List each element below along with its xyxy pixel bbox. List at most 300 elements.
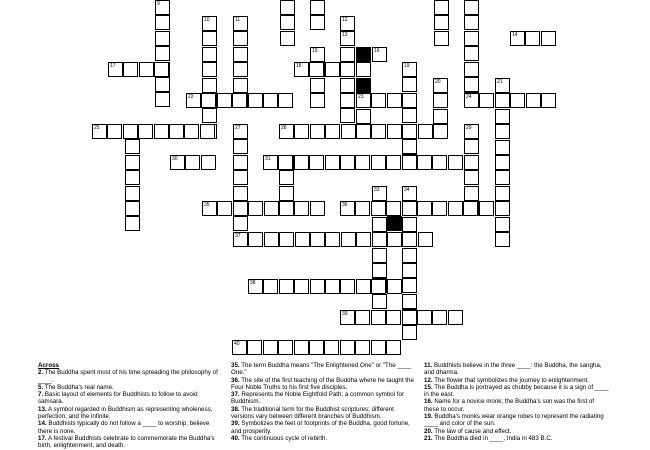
grid-cell[interactable] <box>402 124 417 139</box>
grid-cell[interactable] <box>356 78 371 93</box>
grid-cell[interactable] <box>201 155 216 170</box>
grid-cell[interactable] <box>356 124 371 139</box>
grid-cell[interactable] <box>510 93 525 108</box>
grid-cell[interactable] <box>325 124 340 139</box>
clue-number: 17. <box>38 434 47 442</box>
grid-cell[interactable] <box>279 279 294 294</box>
clue-number-label: 39 <box>342 311 348 317</box>
grid-cell[interactable] <box>402 62 417 77</box>
grid-cell[interactable] <box>479 93 494 108</box>
grid-cell[interactable] <box>248 201 263 216</box>
grid-cell[interactable] <box>340 62 355 77</box>
grid-cell[interactable] <box>464 0 479 15</box>
grid-cell[interactable] <box>278 155 293 170</box>
grid-cell[interactable] <box>356 109 371 124</box>
clue-number: 35. <box>231 362 240 369</box>
grid-cell[interactable] <box>169 124 184 139</box>
grid-cell[interactable] <box>464 170 479 185</box>
grid-cell[interactable] <box>340 16 355 31</box>
grid-cell[interactable] <box>233 62 248 77</box>
grid-cell[interactable] <box>278 93 293 108</box>
clue-column-2 <box>231 362 416 442</box>
clue-number-label: 13 <box>342 32 348 39</box>
grid-cell[interactable] <box>356 279 371 294</box>
grid-cell[interactable] <box>495 93 510 108</box>
clue-number: 5. <box>38 383 44 391</box>
grid-cell[interactable] <box>155 15 170 30</box>
grid-cell[interactable] <box>417 201 432 216</box>
grid-cell[interactable] <box>495 109 510 124</box>
grid-cell[interactable] <box>417 310 432 325</box>
grid-cell[interactable] <box>387 232 402 247</box>
clue-number-label: 20 <box>435 79 441 85</box>
clue-column-3 <box>424 362 609 442</box>
grid-cell[interactable] <box>279 124 294 139</box>
grid-cell[interactable] <box>355 310 370 325</box>
clue-text: The term Buddha means "The Enlightened One" or "The ____ One." <box>231 362 412 377</box>
clue-number-label: 34 <box>404 187 410 193</box>
grid-cell[interactable] <box>371 93 386 108</box>
grid-cell[interactable] <box>464 124 479 139</box>
grid-cell[interactable] <box>355 340 370 355</box>
clue-number: 39. <box>231 420 240 428</box>
clue-number-label: 36 <box>342 202 348 208</box>
grid-cell[interactable] <box>372 47 387 62</box>
grid-cell[interactable] <box>434 31 449 46</box>
grid-cell[interactable] <box>340 155 355 170</box>
grid-cell[interactable] <box>233 139 248 154</box>
grid-cell[interactable] <box>355 155 370 170</box>
grid-cell[interactable] <box>356 62 371 77</box>
clue-number-label: 33 <box>374 187 380 193</box>
clue-list <box>38 362 648 450</box>
clue-number: 40. <box>231 434 240 442</box>
grid-cell[interactable] <box>325 155 340 170</box>
clue-text: Buddhists typically do not follow a ____ to worship; believe there is none. <box>38 420 210 435</box>
grid-cell[interactable] <box>294 62 309 77</box>
grid-cell[interactable] <box>155 31 170 46</box>
grid-cell[interactable] <box>186 93 201 108</box>
across-heading: Across <box>38 362 59 369</box>
clue-text: The Buddha is portrayed as chubby because it is a sign of ____ in the east. <box>424 383 609 399</box>
grid-cell[interactable] <box>310 47 325 62</box>
clue-number: 20. <box>424 427 433 435</box>
grid-cell[interactable] <box>495 155 510 170</box>
clue-number-label: 18 <box>296 63 302 69</box>
grid-cell[interactable] <box>464 46 479 61</box>
grid-cell[interactable] <box>402 263 417 278</box>
grid-cell[interactable] <box>325 62 340 77</box>
grid-cell[interactable] <box>541 31 556 46</box>
clue-item <box>231 362 416 377</box>
grid-cell[interactable] <box>217 93 232 108</box>
clue-item <box>38 369 220 384</box>
grid-cell[interactable] <box>202 16 217 31</box>
clue-text: The continuous cycle of rebirth. <box>241 434 328 442</box>
grid-cell[interactable] <box>154 124 169 139</box>
grid-cell[interactable] <box>263 93 278 108</box>
grid-cell[interactable] <box>432 155 447 170</box>
clue-text: The Buddha spent most of his time spreading the philosophy of ____. <box>38 369 218 384</box>
clue-text: The Buddha's real name. <box>44 383 114 391</box>
grid-cell[interactable] <box>233 155 248 170</box>
grid-cell[interactable] <box>495 186 510 201</box>
grid-cell[interactable] <box>279 201 294 216</box>
grid-cell[interactable] <box>125 186 140 201</box>
grid-cell[interactable] <box>294 340 309 355</box>
grid-cell[interactable] <box>108 62 123 77</box>
grid-cell[interactable] <box>464 155 479 170</box>
grid-cell[interactable] <box>202 31 217 46</box>
grid-cell[interactable] <box>248 232 263 247</box>
grid-cell[interactable] <box>202 62 217 77</box>
grid-cell[interactable] <box>386 201 401 216</box>
grid-cell[interactable] <box>402 77 417 92</box>
grid-cell[interactable] <box>278 340 293 355</box>
clue-number-label: 35 <box>204 202 210 208</box>
clue-item <box>38 406 220 421</box>
grid-cell[interactable] <box>125 170 140 185</box>
grid-cell[interactable] <box>356 93 371 108</box>
clue-item <box>424 362 609 377</box>
clue-number-label: 31 <box>265 156 271 162</box>
grid-cell[interactable] <box>248 279 263 294</box>
clue-text: A symbol regarded in Buddhism as representing wholeness, perfection, and the infinite. <box>38 405 213 421</box>
grid-cell[interactable] <box>325 279 340 294</box>
grid-cell[interactable] <box>372 294 387 309</box>
grid-cell[interactable] <box>402 310 417 325</box>
grid-cell[interactable] <box>202 108 217 123</box>
grid-cell[interactable] <box>125 155 140 170</box>
grid-cell[interactable] <box>139 62 154 77</box>
clue-number-label: 30 <box>172 156 178 162</box>
grid-cell[interactable] <box>341 124 356 139</box>
grid-cell[interactable] <box>263 340 278 355</box>
grid-cell[interactable] <box>232 93 247 108</box>
grid-cell[interactable] <box>309 155 324 170</box>
grid-cell[interactable] <box>402 325 417 340</box>
grid-cell[interactable] <box>402 108 417 123</box>
clue-item <box>231 435 416 442</box>
grid-cell[interactable] <box>310 0 325 15</box>
grid-cell[interactable] <box>340 47 355 62</box>
grid-cell[interactable] <box>356 47 371 62</box>
grid-cell[interactable] <box>279 170 294 185</box>
grid-cell[interactable] <box>340 201 355 216</box>
grid-cell[interactable] <box>372 263 387 278</box>
grid-cell[interactable] <box>495 232 510 247</box>
clue-text: Buddha's monks wear orange robes to represent the radiating ____ and color of the sun. <box>424 413 604 428</box>
grid-cell[interactable] <box>386 155 401 170</box>
grid-cell[interactable] <box>310 201 325 216</box>
grid-cell[interactable] <box>434 0 449 15</box>
clue-item <box>231 391 416 406</box>
grid-cell[interactable] <box>387 93 402 108</box>
clue-number-label: 38 <box>250 280 256 286</box>
grid-cell[interactable] <box>202 201 217 216</box>
grid-cell[interactable] <box>402 248 417 263</box>
grid-cell[interactable] <box>386 340 401 355</box>
clue-item <box>38 420 220 435</box>
grid-cell[interactable] <box>371 340 386 355</box>
clue-number-label: 11 <box>235 17 241 23</box>
grid-cell[interactable] <box>432 201 447 216</box>
grid-cell[interactable] <box>510 31 525 46</box>
grid-cell[interactable] <box>233 232 248 247</box>
clue-item <box>424 428 609 435</box>
clue-text: The Buddha died in ____, India in 483 B.C. <box>434 434 553 442</box>
grid-cell[interactable] <box>463 201 478 216</box>
grid-cell[interactable] <box>340 108 355 123</box>
grid-cell[interactable] <box>464 31 479 46</box>
clue-number: 36. <box>231 376 240 384</box>
grid-cell[interactable] <box>185 155 200 170</box>
grid-cell[interactable] <box>495 170 510 185</box>
grid-cell[interactable] <box>402 186 417 201</box>
grid-cell[interactable] <box>402 217 417 232</box>
clue-number-label: 10 <box>204 17 210 23</box>
grid-cell[interactable] <box>371 201 386 216</box>
grid-cell[interactable] <box>464 77 479 92</box>
clue-number: 13. <box>38 405 47 413</box>
grid-cell[interactable] <box>340 31 355 46</box>
grid-cell[interactable] <box>295 232 310 247</box>
grid-cell[interactable] <box>495 217 510 232</box>
grid-cell[interactable] <box>371 124 386 139</box>
grid-cell[interactable] <box>263 155 278 170</box>
grid-cell[interactable] <box>340 93 355 108</box>
grid-cell[interactable] <box>309 340 324 355</box>
clue-item <box>424 377 609 384</box>
clue-number-label: 37 <box>235 233 241 239</box>
grid-cell[interactable] <box>264 201 279 216</box>
grid-cell[interactable] <box>325 232 340 247</box>
grid-cell[interactable] <box>294 279 309 294</box>
clue-number-label: 23 <box>358 94 364 101</box>
grid-cell[interactable] <box>125 201 140 216</box>
grid-cell[interactable] <box>233 201 248 216</box>
grid-cell[interactable] <box>233 124 248 139</box>
clue-number-label: 9 <box>157 1 160 7</box>
grid-cell[interactable] <box>233 47 248 62</box>
grid-cell[interactable] <box>418 124 433 139</box>
clue-text: Basic layout of elements for Buddhists to follow to avoid samsara. <box>38 391 198 406</box>
clue-number-label: 15 <box>312 48 318 54</box>
grid-cell[interactable] <box>155 77 170 92</box>
grid-cell[interactable] <box>233 31 248 46</box>
clue-number-label: 21 <box>497 79 503 85</box>
grid-cell[interactable] <box>310 232 325 247</box>
clue-text: A festival Buddhists celebrate to commemorate the Buddha's birth, enlightenment, and death. <box>38 434 215 450</box>
grid-cell[interactable] <box>418 232 433 247</box>
clue-item <box>38 391 220 406</box>
grid-cell[interactable] <box>263 279 278 294</box>
clue-number: 15. <box>424 383 433 391</box>
grid-cell[interactable] <box>372 186 387 201</box>
grid-cell[interactable] <box>402 201 417 216</box>
grid-cell[interactable] <box>417 155 432 170</box>
grid-cell[interactable] <box>341 232 356 247</box>
grid-cell[interactable] <box>200 124 215 139</box>
grid-cell[interactable] <box>495 201 510 216</box>
clue-text: Symbolizes the feet or footprints of the Buddha, good fortune, and prosperity. <box>231 420 410 435</box>
grid-cell[interactable] <box>433 78 448 93</box>
grid-cell[interactable] <box>155 92 170 107</box>
grid-cell[interactable] <box>340 279 355 294</box>
clue-number-label: 12 <box>342 17 348 23</box>
clue-column-1 <box>38 362 220 450</box>
grid-cell[interactable] <box>155 0 170 15</box>
clue-number: 11. <box>424 362 433 369</box>
grid-cell[interactable] <box>310 15 325 30</box>
grid-cell[interactable] <box>310 93 325 108</box>
clue-item <box>38 384 220 391</box>
grid-cell[interactable] <box>448 155 463 170</box>
clue-number-label: 19 <box>404 63 410 69</box>
grid-cell[interactable] <box>433 124 448 139</box>
clue-item <box>231 420 416 435</box>
grid-cell[interactable] <box>247 340 262 355</box>
grid-cell[interactable] <box>371 155 386 170</box>
grid-cell[interactable] <box>201 93 216 108</box>
grid-cell[interactable] <box>233 16 248 31</box>
grid-cell[interactable] <box>371 279 386 294</box>
grid-cell[interactable] <box>107 124 122 139</box>
grid-cell[interactable] <box>402 139 417 154</box>
grid-cell[interactable] <box>355 201 370 216</box>
clue-number: 21. <box>424 434 433 442</box>
grid-cell[interactable] <box>123 124 138 139</box>
grid-cell[interactable] <box>233 186 248 201</box>
clue-number-label: 24 <box>466 94 472 100</box>
grid-cell[interactable] <box>184 124 199 139</box>
grid-cell[interactable] <box>233 170 248 185</box>
grid-cell[interactable] <box>434 15 449 30</box>
grid-cell[interactable] <box>340 340 355 355</box>
clue-number-label: 29 <box>466 125 472 131</box>
grid-cell[interactable] <box>387 124 402 139</box>
grid-cell[interactable] <box>402 278 417 293</box>
clue-number: 37. <box>231 391 240 399</box>
clue-item <box>231 377 416 392</box>
grid-cell[interactable] <box>448 310 463 325</box>
clue-number: 2. <box>38 369 44 377</box>
grid-cell[interactable] <box>495 78 510 93</box>
grid-cell[interactable] <box>154 62 169 77</box>
grid-cell[interactable] <box>432 310 447 325</box>
clue-number-label: 27 <box>235 125 241 131</box>
grid-cell[interactable] <box>138 124 153 139</box>
grid-cell[interactable] <box>125 216 140 231</box>
black-square <box>387 216 402 231</box>
grid-cell[interactable] <box>170 155 185 170</box>
grid-cell[interactable] <box>155 46 170 61</box>
clue-number: 12. <box>424 376 433 384</box>
grid-cell[interactable] <box>233 216 248 231</box>
clue-item <box>424 435 609 442</box>
grid-cell[interactable] <box>402 294 417 309</box>
grid-cell[interactable] <box>123 62 138 77</box>
grid-cell[interactable] <box>125 139 140 154</box>
clue-number-label: 17 <box>110 63 116 69</box>
grid-cell[interactable] <box>464 139 479 154</box>
grid-cell[interactable] <box>448 201 463 216</box>
grid-cell[interactable] <box>340 310 355 325</box>
clue-number-label: 25 <box>94 125 100 131</box>
grid-cell[interactable] <box>280 31 295 46</box>
grid-cell[interactable] <box>294 201 309 216</box>
grid-cell[interactable] <box>525 31 540 46</box>
grid-cell[interactable] <box>386 310 401 325</box>
grid-cell[interactable] <box>310 279 325 294</box>
clue-number: 7. <box>38 391 44 399</box>
clue-number: 19. <box>424 413 433 421</box>
grid-cell[interactable] <box>324 340 339 355</box>
clue-number-label: 28 <box>281 125 287 131</box>
grid-cell[interactable] <box>464 62 479 77</box>
grid-cell[interactable] <box>372 232 387 247</box>
grid-cell[interactable] <box>280 0 295 15</box>
grid-cell[interactable] <box>279 186 294 201</box>
grid-cell[interactable] <box>402 232 417 247</box>
clue-number: 38. <box>231 405 240 413</box>
grid-cell[interactable] <box>294 155 309 170</box>
grid-cell[interactable] <box>279 232 294 247</box>
grid-cell[interactable] <box>92 124 107 139</box>
clue-text: The law of cause and effect. <box>434 427 512 435</box>
grid-cell[interactable] <box>479 201 494 216</box>
grid-cell[interactable] <box>433 93 448 108</box>
grid-cell[interactable] <box>294 124 309 139</box>
clue-text: The flower that symbolizes the journey to enlightenment. <box>434 376 589 384</box>
grid-cell[interactable] <box>310 124 325 139</box>
grid-cell[interactable] <box>464 15 479 30</box>
grid-cell[interactable] <box>372 248 387 263</box>
grid-cell[interactable] <box>464 186 479 201</box>
grid-cell[interactable] <box>402 93 417 108</box>
grid-cell[interactable] <box>232 340 247 355</box>
grid-cell[interactable] <box>280 15 295 30</box>
grid-cell[interactable] <box>310 78 325 93</box>
grid-cell[interactable] <box>495 124 510 139</box>
grid-cell[interactable] <box>309 62 324 77</box>
clue-number: 14. <box>38 420 47 428</box>
grid-cell[interactable] <box>356 232 371 247</box>
grid-cell[interactable] <box>233 78 248 93</box>
grid-cell[interactable] <box>387 279 402 294</box>
grid-cell[interactable] <box>217 201 232 216</box>
grid-cell[interactable] <box>340 78 355 93</box>
grid-cell[interactable] <box>541 93 556 108</box>
grid-cell[interactable] <box>202 47 217 62</box>
grid-cell[interactable] <box>264 232 279 247</box>
grid-cell[interactable] <box>526 93 541 108</box>
clue-number-label: 14 <box>512 32 518 38</box>
grid-cell[interactable] <box>248 93 263 108</box>
grid-cell[interactable] <box>433 109 448 124</box>
clue-text: The traditional term for the Buddhist scriptures; different versions vary between different branches of Buddhism. <box>231 405 394 421</box>
grid-cell[interactable] <box>495 140 510 155</box>
clue-item <box>424 384 609 399</box>
grid-cell[interactable] <box>371 310 386 325</box>
grid-cell[interactable] <box>402 155 417 170</box>
clue-item <box>424 398 609 413</box>
grid-cell[interactable] <box>464 93 479 108</box>
grid-cell[interactable] <box>202 78 217 93</box>
clue-item <box>231 406 416 421</box>
grid-cell[interactable] <box>372 217 387 232</box>
clue-text: The site of the first teaching of the Buddha where he taught the Four Noble Truths to his first five disciples. <box>231 376 414 391</box>
